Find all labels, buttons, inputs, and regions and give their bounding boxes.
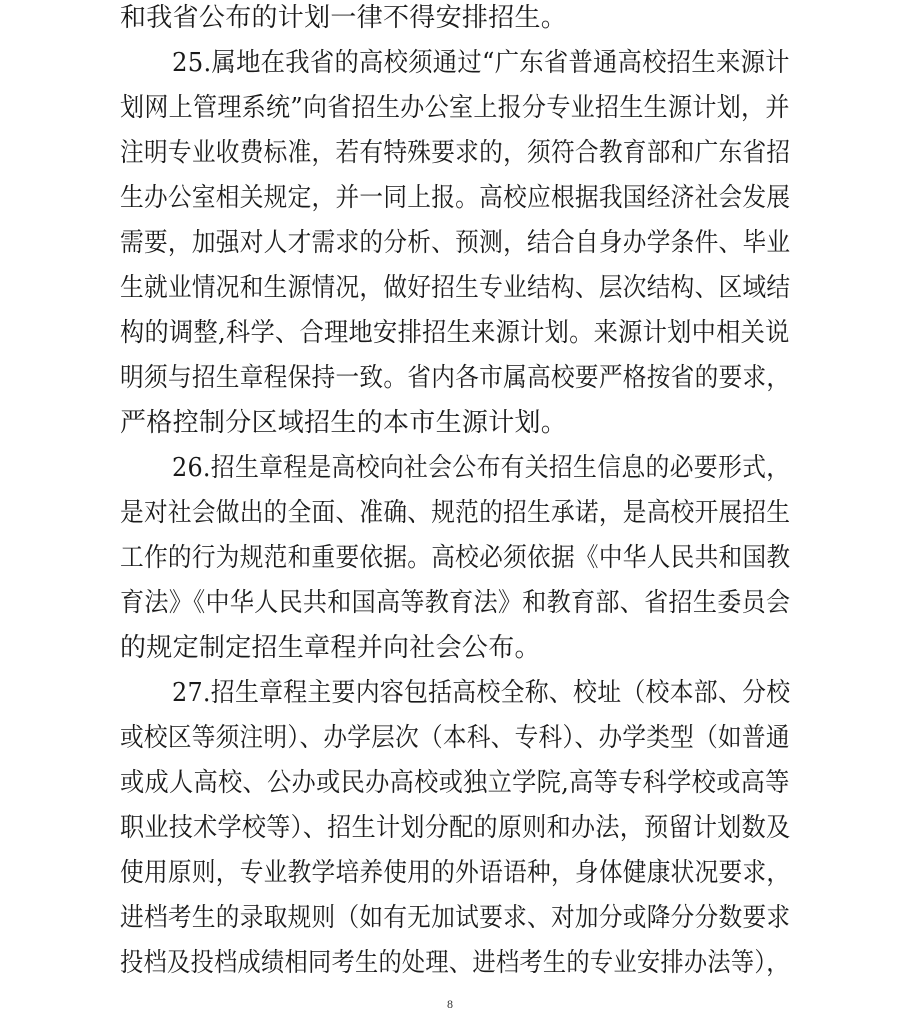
text-line: 投档及投档成绩相同考生的处理、进档考生的专业安排办法等），: [120, 948, 790, 978]
text-line: 注明专业收费标准，若有特殊要求的，须符合教育部和广东省招: [120, 138, 791, 168]
text-line: 和我省公布的计划一律不得安排招生。: [120, 3, 568, 33]
page-number: 8: [447, 997, 453, 1011]
text-line: 育法》《中华人民共和国高等教育法》和教育部、省招生委员会: [120, 588, 791, 618]
text-line: 明须与招生章程保持一致。省内各市属高校要严格按省的要求，: [120, 363, 791, 393]
text-line: 进档考生的录取规则（如有无加试要求、对加分或降分分数要求: [120, 903, 791, 933]
text-line: 是对社会做出的全面、准确、规范的招生承诺，是高校开展招生: [120, 498, 791, 528]
text-line: 严格控制分区域招生的本市生源计划。: [120, 408, 568, 438]
text-line: 或成人高校、公办或民办高校或独立学院,高等专科学校或高等: [120, 768, 790, 798]
text-line: 划网上管理系统”向省招生办公室上报分专业招生生源计划，并: [120, 93, 790, 123]
text-line: 的规定制定招生章程并向社会公布。: [120, 633, 541, 663]
text-line: 构的调整,科学、合理地安排招生来源计划。来源计划中相关说: [120, 318, 790, 348]
text-line: 生就业情况和生源情况，做好招生专业结构、层次结构、区域结: [120, 273, 791, 303]
text-line: 职业技术学校等）、招生计划分配的原则和办法，预留计划数及: [120, 813, 791, 843]
text-line: 生办公室相关规定，并一同上报。高校应根据我国经济社会发展: [120, 183, 791, 213]
text-line: 或校区等须注明）、办学层次（本科、专科）、办学类型（如普通: [120, 723, 790, 753]
paragraph-26-start: 26.招生章程是高校向社会公布有关招生信息的必要形式，: [172, 453, 791, 483]
text-line: 使用原则，专业教学培养使用的外语语种，身体健康状况要求，: [120, 858, 791, 888]
text-line: 需要，加强对人才需求的分析、预测，结合自身办学条件、毕业: [120, 228, 791, 258]
text-line: 工作的行为规范和重要依据。高校必须依据《中华人民共和国教: [120, 543, 791, 573]
paragraph-27-start: 27.招生章程主要内容包括高校全称、校址（校本部、分校: [172, 678, 791, 708]
paragraph-25-start: 25.属地在我省的高校须通过“广东省普通高校招生来源计: [172, 48, 790, 78]
